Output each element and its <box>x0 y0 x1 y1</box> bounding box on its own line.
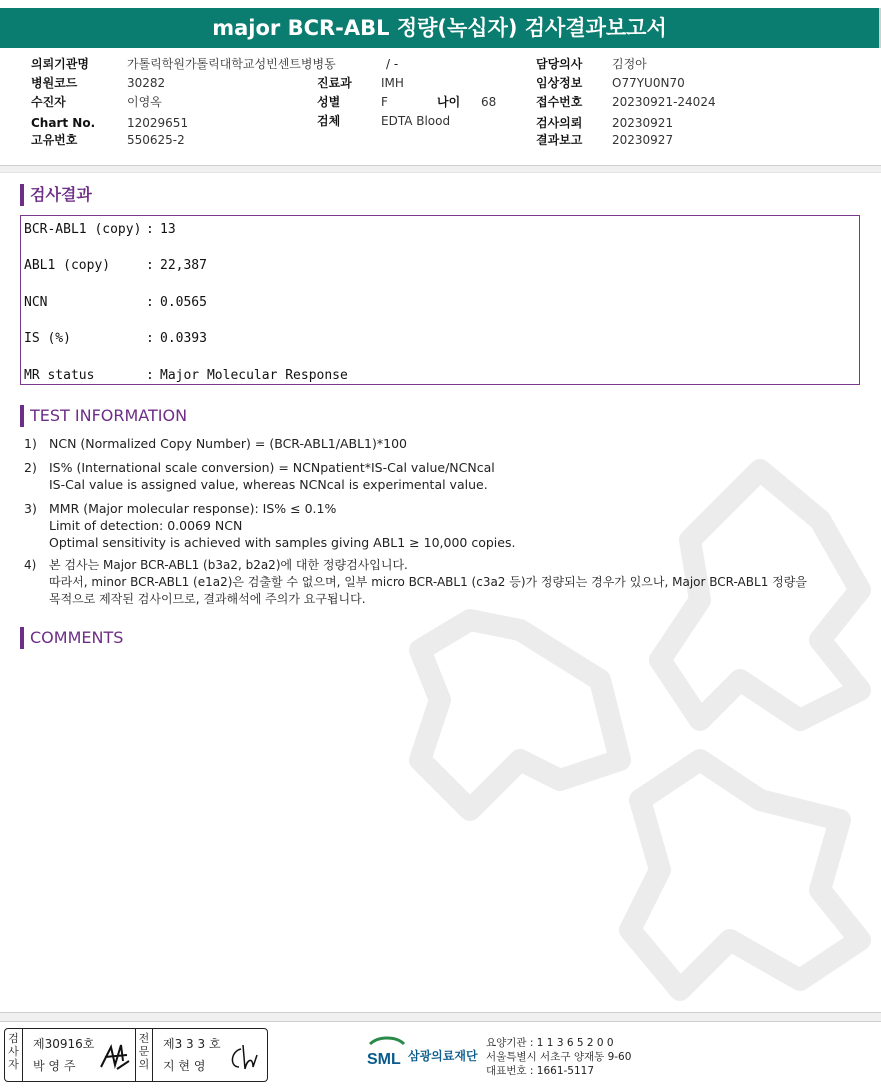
confirmer-cell <box>163 1033 221 1077</box>
label-specimen: 검체 <box>317 114 341 128</box>
result-row-mr-status: MR status : Major Molecular Response <box>24 368 348 383</box>
result-value: 0.0393 <box>160 331 207 346</box>
footer-divider <box>0 1012 881 1022</box>
item-line: MMR (Major molecular response): IS% ≤ 0.1% <box>49 501 337 516</box>
info-row-dept <box>317 75 404 91</box>
label-report: 결과보고 <box>536 133 583 147</box>
item-line: 본 검사는 Major BCR-ABL1 (b3a2, b2a2)에 대한 정량검사입니다. <box>49 558 408 572</box>
item-line: Optimal sensitivity is achieved with samples giving ABL1 ≥ 10,000 copies. <box>49 535 516 550</box>
signature-box <box>4 1028 268 1082</box>
item-number: 3) <box>24 501 37 516</box>
footer-contact <box>486 1036 631 1078</box>
info-row-patient <box>31 94 162 110</box>
confirmer-label: 전문의 <box>135 1029 153 1081</box>
info-row-clinical <box>536 75 685 91</box>
value-sex: F <box>381 95 388 109</box>
value-request: 20230921 <box>612 116 674 130</box>
result-row-abl1: ABL1 (copy) : 22,387 <box>24 258 207 273</box>
result-value: 0.0565 <box>160 295 207 310</box>
value-clinical: O77YU0N70 <box>612 76 685 90</box>
label-sex: 성별 <box>317 95 341 109</box>
value-dept: IMH <box>381 76 404 90</box>
contact-line: 요양기관 : 1 1 3 6 5 2 0 0 <box>486 1037 614 1049</box>
result-value: 22,387 <box>160 258 207 273</box>
info-divider <box>0 165 881 173</box>
report-title: major BCR-ABL 정량(녹십자) 검사결과보고서 <box>0 8 881 48</box>
confirmer-license: 제3 3 3 호 <box>163 1037 221 1051</box>
result-row-bcr-abl1: BCR-ABL1 (copy) : 13 <box>24 222 176 237</box>
label-patient: 수진자 <box>31 95 66 109</box>
org-name: 삼광의료재단 <box>408 1049 478 1063</box>
info-row-sex <box>317 94 388 110</box>
sml-logo-icon <box>366 1034 408 1074</box>
value-doctor: 김정아 <box>612 57 647 71</box>
info-row-chart-no <box>31 115 188 131</box>
value-age: 68 <box>481 95 497 109</box>
results-box <box>20 215 860 385</box>
label-receipt: 접수번호 <box>536 95 583 109</box>
sml-logo-text: SML <box>367 1051 401 1068</box>
item-number: 2) <box>24 460 37 475</box>
info-row-institution <box>31 56 336 72</box>
result-label: NCN <box>24 295 48 310</box>
value-ward: / - <box>386 57 399 71</box>
sml-logo <box>366 1034 408 1078</box>
item-line: IS-Cal value is assigned value, whereas NCNcal is experimental value. <box>49 477 488 492</box>
label-age: 나이 <box>437 95 461 109</box>
label-clinical: 임상정보 <box>536 76 583 90</box>
info-row-age <box>437 94 496 110</box>
contact-line: 서울특별시 서초구 양재동 9-60 <box>486 1051 632 1063</box>
item-number: 1) <box>24 436 37 451</box>
value-hospital-code: 30282 <box>127 76 166 90</box>
value-unique-no: 550625-2 <box>127 133 185 147</box>
label-hospital-code: 병원코드 <box>31 76 78 90</box>
value-institution: 가톨릭학원가톨릭대학교성빈센트병병동 <box>127 57 336 71</box>
test-info-item-4 <box>24 557 864 608</box>
value-chart-no: 12029651 <box>127 116 189 130</box>
result-value: Major Molecular Response <box>160 368 348 383</box>
info-row-report <box>536 132 673 148</box>
value-report: 20230927 <box>612 133 674 147</box>
examiner-cell <box>33 1033 94 1077</box>
info-row-receipt <box>536 94 716 110</box>
item-line: Limit of detection: 0.0069 NCN <box>49 518 243 533</box>
label-institution: 의뢰기관명 <box>31 57 89 71</box>
item-line: NCN (Normalized Copy Number) = (BCR-ABL1/ABL1)*100 <box>49 436 407 451</box>
examiner-license: 제30916호 <box>33 1037 95 1051</box>
examiner-signature-icon <box>97 1039 133 1073</box>
confirmer-name: 지 현 영 <box>163 1059 206 1073</box>
result-label: ABL1 (copy) <box>24 258 111 273</box>
label-unique-no: 고유번호 <box>31 133 78 147</box>
item-line: 목적으로 제작된 검사이므로, 결과해석에 주의가 요구됩니다. <box>49 592 366 606</box>
info-row-hospital-code <box>31 75 165 91</box>
value-patient: 이영옥 <box>127 95 162 109</box>
confirmer-signature-icon <box>227 1041 263 1073</box>
label-request: 검사의뢰 <box>536 116 583 130</box>
item-line: 따라서, minor BCR-ABL1 (e1a2)은 검출할 수 없으며, 일부 micro BCR-ABL1 (c3a2 등)가 정량되는 경우가 있으나, Major BCR-ABL1 정량을 <box>49 575 807 589</box>
result-label: MR status <box>24 368 95 383</box>
result-row-is: IS (%) : 0.0393 <box>24 331 207 346</box>
info-row-doctor <box>536 56 647 72</box>
comments-heading: COMMENTS <box>20 627 123 649</box>
label-dept: 진료과 <box>317 76 352 90</box>
examiner-label: 검사자 <box>5 1029 23 1081</box>
label-doctor: 담당의사 <box>536 57 583 71</box>
info-row-specimen <box>317 113 450 129</box>
item-line: IS% (International scale conversion) = NCNpatient*IS-Cal value/NCNcal <box>49 460 495 475</box>
test-info-item-1 <box>24 435 864 452</box>
result-label: IS (%) <box>24 331 71 346</box>
item-number: 4) <box>24 558 37 572</box>
value-receipt: 20230921-24024 <box>612 95 716 109</box>
result-label: BCR-ABL1 (copy) <box>24 222 142 237</box>
contact-line: 대표번호 : 1661-5117 <box>486 1065 595 1077</box>
result-value: 13 <box>160 222 176 237</box>
info-row-unique-no <box>31 132 185 148</box>
result-row-ncn: NCN : 0.0565 <box>24 295 207 310</box>
label-chart-no: Chart No. <box>31 116 96 130</box>
test-info-heading: TEST INFORMATION <box>20 405 187 427</box>
value-specimen: EDTA Blood <box>381 114 451 128</box>
results-heading: 검사결과 <box>20 184 92 206</box>
examiner-name: 박 영 주 <box>33 1059 76 1073</box>
info-row-request <box>536 115 673 131</box>
test-info-item-3 <box>24 500 864 551</box>
test-info-item-2 <box>24 459 864 493</box>
